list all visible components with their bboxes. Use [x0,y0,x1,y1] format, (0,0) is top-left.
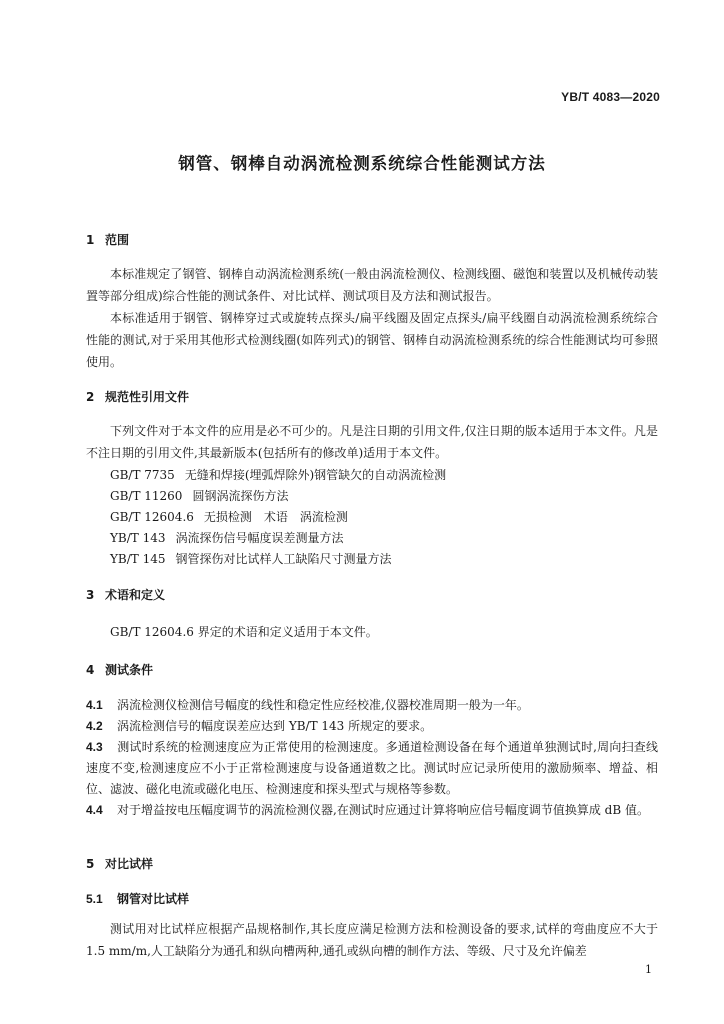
section-2-heading [86,388,189,405]
scope-paragraph-1: 本标准规定了钢管、钢棒自动涡流检测系统(一般由涡流检测仪、检测线圈、磁饱和装置以及机械传动装置等部分组成)综合性能的测试条件、对比试样、测试项目及方法和测试报告。 [86,267,658,303]
terms-text: GB/T 12604.6 界定的术语和定义适用于本文件。 [110,625,378,639]
subsection-number: 5.1 [86,892,103,906]
reference-item [110,529,344,546]
clause-text: 涡流检测仪检测信号幅度的线性和稳定性应经校准,仪器校准周期一般为一年。 [117,698,529,712]
reference-item [110,550,392,567]
section-number: 4 [86,663,95,677]
section-title: 测试条件 [105,663,154,677]
reference-code: GB/T 12604.6 [110,510,194,524]
section-number: 5 [86,857,95,871]
reference-code: YB/T 143 [110,531,166,545]
clause-text: 对于增益按电压幅度调节的涡流检测仪器,在测试时应通过计算将响应信号幅度调节值换算成 dB 值。 [117,803,649,817]
clause-number: 4.3 [86,740,103,754]
reference-code: GB/T 11260 [110,489,183,503]
section-3-heading [86,586,165,603]
section-4-heading [86,661,153,678]
section-number: 3 [86,588,95,602]
reference-title: 钢管探伤对比试样人工缺陷尺寸测量方法 [175,552,392,566]
document-title: 钢管、钢棒自动涡流检测系统综合性能测试方法 [178,154,546,173]
clause-text: 测试时系统的检测速度应为正常使用的检测速度。多通道检测设备在每个通道单独测试时,周向扫查线速度不变,检测速度应不小于正常检测速度与设备通道数之比。测试时应记录所使用的激励频率、增益、相位、滤波、磁化电流或磁化电压、检测速度和探头型式与规格等参数。 [86,740,658,796]
reference-code: YB/T 145 [110,552,166,566]
section-number: 1 [86,233,95,247]
clause-4-2 [86,716,658,737]
clause-number: 4.1 [86,698,103,712]
reference-item [110,487,288,504]
section-5-heading [86,855,153,872]
reference-item [110,508,348,525]
clause-text: 涡流检测信号的幅度误差应达到 YB/T 143 所规定的要求。 [117,719,433,733]
clause-number: 4.4 [86,803,103,817]
subsection-5-1-heading [86,890,189,907]
standard-code: YB/T 4083—2020 [561,90,660,104]
section-title: 对比试样 [105,857,154,871]
references-intro: 下列文件对于本文件的应用是必不可少的。凡是注日期的引用文件,仅注日期的版本适用于本文件。凡是不注日期的引用文件,其最新版本(包括所有的修改单)适用于本文件。 [86,424,658,460]
section-1-heading [86,231,129,248]
section-title: 术语和定义 [105,588,166,602]
clause-4-1 [86,695,658,716]
subsection-title: 钢管对比试样 [117,892,190,906]
page-number: 1 [645,963,652,976]
section-number: 2 [86,390,95,404]
section-title: 规范性引用文件 [105,390,190,404]
reference-code: GB/T 7735 [110,468,175,482]
section-title: 范围 [105,233,130,247]
clause-4-4 [86,800,658,821]
scope-paragraph-2: 本标准适用于钢管、钢棒穿过式或旋转点探头/扁平线圈及固定点探头/扁平线圈自动涡流检测系统综合性能的测试,对于采用其他形式检测线圈(如阵列式)的钢管、钢棒自动涡流检测系统的综合性能测试均可参照使用。 [86,311,658,369]
reference-title: 圆钢涡流探伤方法 [192,489,289,503]
clause-number: 4.2 [86,719,103,733]
specimen-paragraph: 测试用对比试样应根据产品规格制作,其长度应满足检测方法和检测设备的要求,试样的弯曲度应不大于 1.5 mm/m,人工缺陷分为通孔和纵向槽两种,通孔或纵向槽的制作方法、等级、尺寸及允许偏差 [86,922,658,958]
reference-title: 无缝和焊接(埋弧焊除外)钢管缺欠的自动涡流检测 [184,468,447,482]
reference-item [110,466,446,483]
reference-title: 涡流探伤信号幅度误差测量方法 [175,531,344,545]
reference-title: 无损检测 术语 涡流检测 [203,510,348,524]
clause-4-3 [86,737,658,800]
